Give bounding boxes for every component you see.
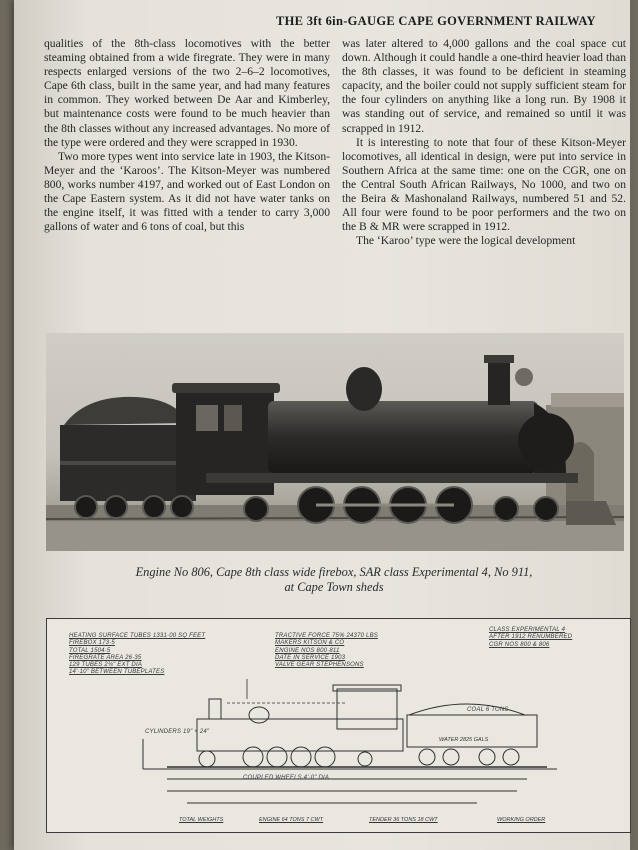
caption-line: at Cape Town sheds (284, 580, 384, 594)
locomotive-photo-image (46, 333, 624, 551)
cylinders-label: CYLINDERS 19" × 24" (145, 729, 210, 735)
spec-line: FIREGRATE AREA 26·35 (69, 654, 142, 661)
spec-line: TOTAL 1504·5 (69, 647, 111, 654)
paragraph: It is interesting to note that four of these Kitson-Meyer locomotives, all identical in design, were put into service in Southern Africa at the same time: one on the CGR, one on the Central South African Railways, No 1000, and two on the Beira & Mashonaland Railways, numbered 51 and 52. All four were found to be poor performers and the two on the B & MR were scrapped in 1912. (342, 135, 626, 234)
spec-line: VALVE GEAR STEPHENSONS (275, 662, 364, 669)
text-column-left (44, 37, 330, 234)
total-weights-label: TOTAL WEIGHTS (179, 817, 224, 823)
spec-line: DATE IN SERVICE 1903 (275, 654, 346, 661)
spec-line: CGR NOS 800 & 806 (489, 641, 550, 648)
spec-line: MAKERS KITSON & CO (275, 640, 345, 647)
locomotive-diagram (46, 618, 631, 833)
tender-weight-label: TENDER 36 TONS 18 CWT (369, 817, 438, 823)
working-order-label: WORKING ORDER (497, 817, 546, 823)
coal-capacity-label: COAL 6 TONS (467, 707, 509, 713)
locomotive-outline-drawing (47, 619, 632, 834)
spec-line: CLASS EXPERIMENTAL 4 (489, 627, 566, 633)
paragraph: was later altered to 4,000 gallons and the coal space cut down. Although it could handle a one-third heavier load than the 8th classes, it was found to be deficient in steaming capacity, and the boiler could not supply sufficient steam for the four cylinders on anything like a long run. By 1908 it was standing out of service, and remained so until it was scrapped in 1912. (342, 37, 626, 135)
paragraph: The ‘Karoo’ type were the logical development (356, 234, 576, 248)
spec-line: 129 TUBES 2¼" EXT DIA (69, 662, 143, 669)
locomotive-photograph (46, 333, 624, 551)
spec-line: TRACTIVE FORCE 75% 24370 LBS (275, 633, 378, 639)
tender-capacity-label: WATER 2825 GALS (439, 737, 489, 743)
running-head: THE 3ft 6in-GAUGE CAPE GOVERNMENT RAILWAY (276, 14, 596, 28)
spec-line: FIREBOX 173·5 (69, 640, 115, 647)
photo-caption (54, 565, 614, 595)
book-page (14, 0, 630, 850)
paragraph: Two more types went into service late in 1903, the Kitson-Meyer and the ‘Karoos’. The Kitson-Meyer was numbered 800, works number 4197, and worked out of East London on the Cape Eastern system. As it did not have water tanks on the engine itself, it was fitted with a tender to carry 3,000 gallons of water and 6 tons of coal, but this (44, 149, 330, 234)
spec-line: AFTER 1912 RENUMBERED (489, 634, 573, 641)
engine-weight-label: ENGINE 64 TONS 7 CWT (259, 817, 324, 823)
paragraph: qualities of the 8th-class locomotives with the better steaming obtained from a wide firegrate. They were in many respects enlarged versions of the two 2–6–2 locomotives, Cape 6th class, built in the same year, and had many features in common. They worked between De Aar and Kimberley, but maintenance costs were found to be much heavier than the 8th classes without any increased advantages. No more of the type were ordered and they were scrapped in 1930. (44, 37, 330, 149)
text-column-right (342, 37, 626, 248)
coupled-wheels-label: COUPLED WHEELS 4'·0" DIA (243, 775, 330, 781)
spec-line: 14'·10" BETWEEN TUBEPLATES (69, 669, 165, 676)
caption-line: Engine No 806, Cape 8th class wide firebox, SAR class Experimental 4, No 911, (135, 565, 533, 579)
spec-line: HEATING SURFACE TUBES 1331·00 SQ FEET (69, 633, 206, 639)
spec-line: ENGINE NOS 800·811 (275, 647, 340, 654)
